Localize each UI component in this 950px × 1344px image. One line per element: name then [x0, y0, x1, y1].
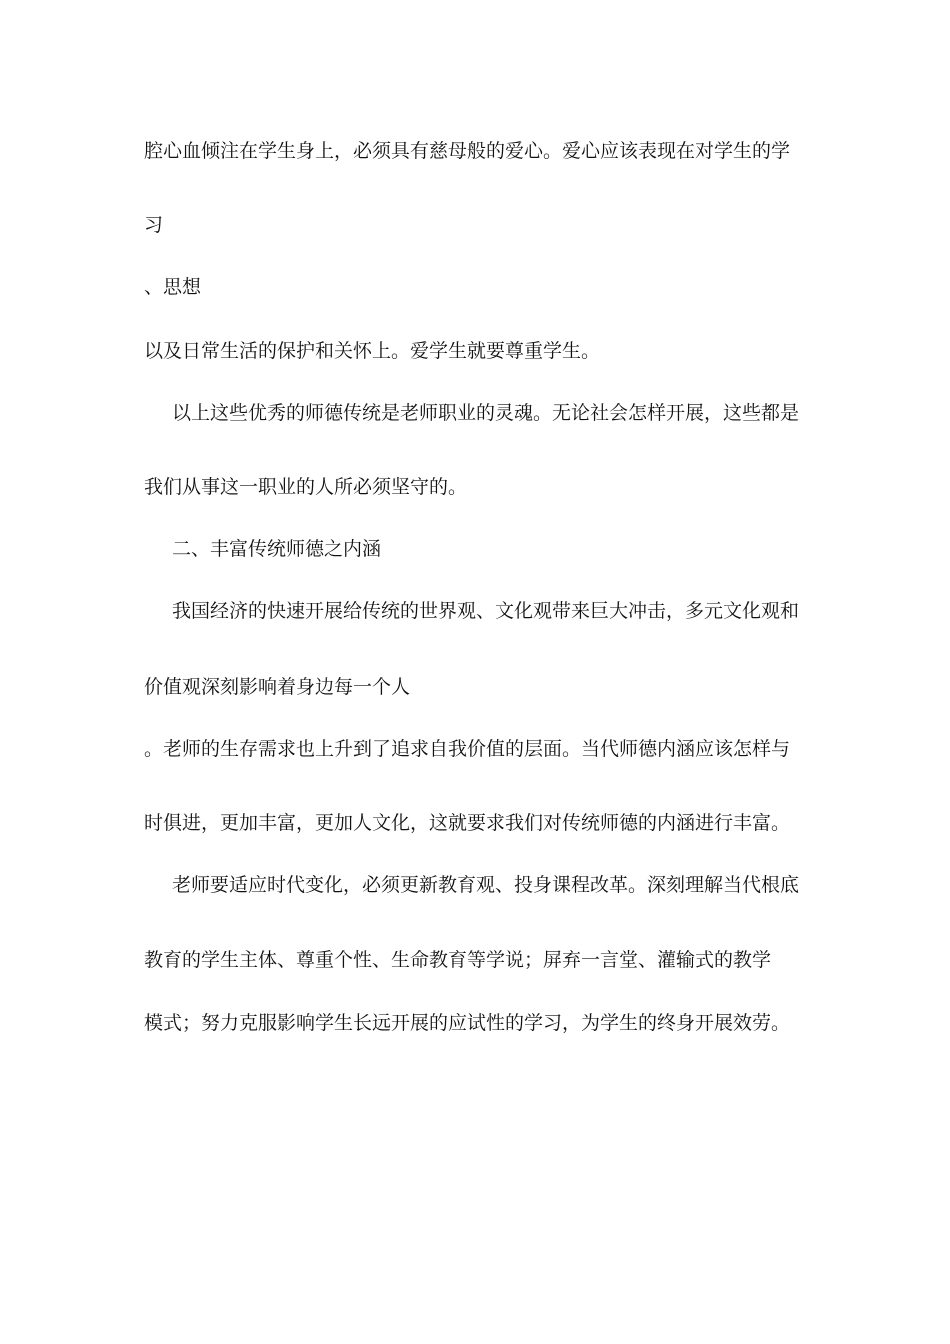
text-line: 教育的学生主体、尊重个性、生命教育等学说；屏弃一言堂、灌输式的教学 — [144, 949, 772, 971]
text-line: 腔心血倾注在学生身上，必须具有慈母般的爱心。爱心应该表现在对学生的学 — [144, 140, 791, 162]
text-line: 。老师的生存需求也上升到了追求自我价值的层面。当代师德内涵应该怎样与 — [144, 738, 791, 760]
text-line: 模式；努力克服影响学生长远开展的应试性的学习，为学生的终身开展效劳。 — [144, 1012, 791, 1034]
paragraph-start-line: 以上这些优秀的师德传统是老师职业的灵魂。无论社会怎样开展，这些都是 — [172, 402, 800, 424]
text-line: 、思想 — [144, 276, 202, 298]
text-line: 以及日常生活的保护和关怀上。爱学生就要尊重学生。 — [144, 340, 601, 362]
paragraph-start-line: 老师要适应时代变化，必须更新教育观、投身课程改革。深刻理解当代根底 — [172, 874, 800, 896]
text-line: 时俱进，更加丰富，更加人文化，这就要求我们对传统师德的内涵进行丰富。 — [144, 812, 791, 834]
paragraph-start-line: 我国经济的快速开展给传统的世界观、文化观带来巨大冲击，多元文化观和 — [172, 600, 800, 622]
section-heading: 二、丰富传统师德之内涵 — [172, 538, 382, 560]
text-line: 价值观深刻影响着身边每一个人 — [144, 676, 411, 698]
text-line: 我们从事这一职业的人所必须坚守的。 — [144, 476, 468, 498]
text-line: 习 — [144, 214, 164, 236]
